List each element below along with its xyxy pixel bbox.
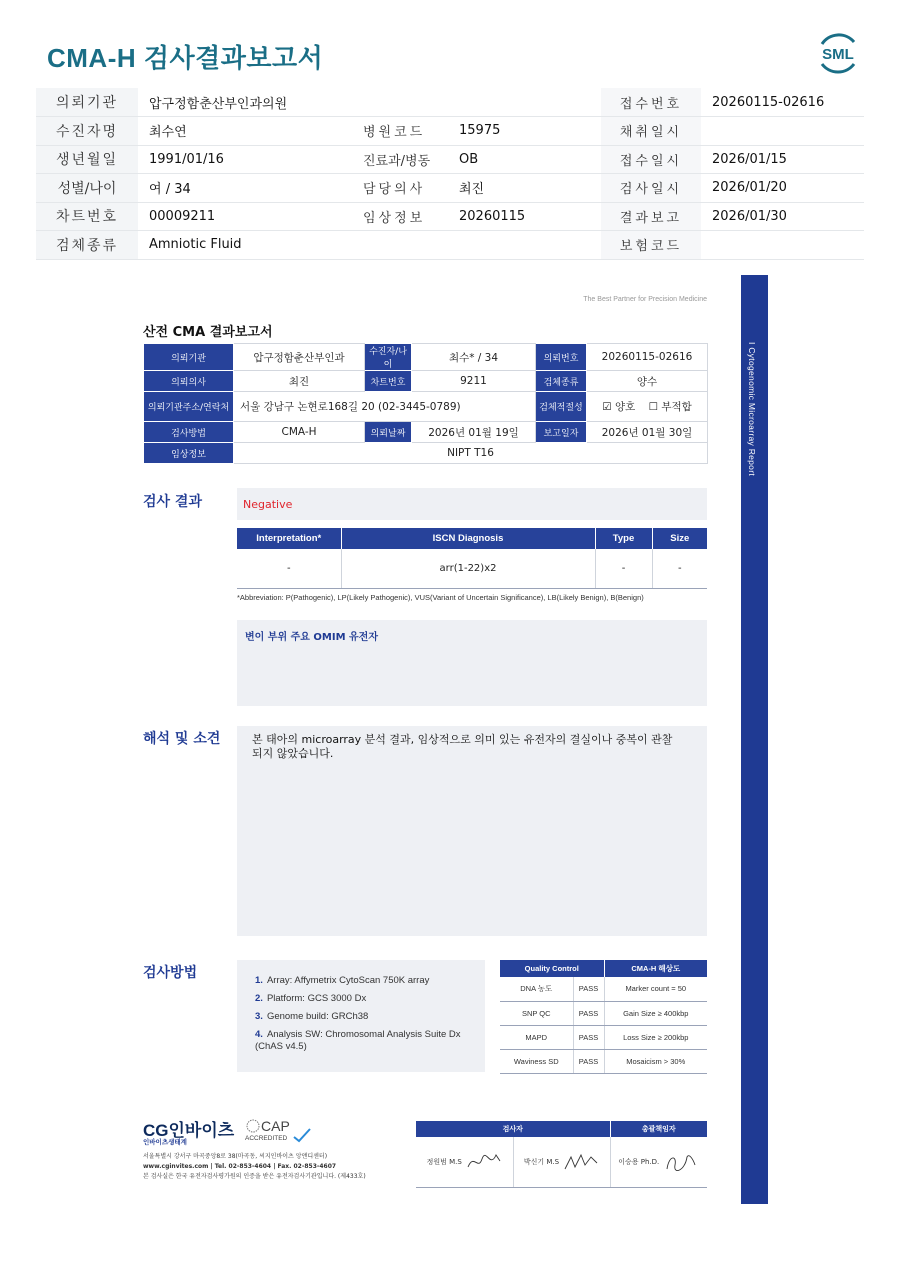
rep-specimen-value: 양수 (587, 371, 708, 392)
info-row (36, 88, 864, 117)
specimen-label: 검체종류 (36, 231, 138, 260)
iscn-cell: - (237, 549, 341, 588)
dept-label: 진료과/병동 (343, 145, 448, 174)
rep-chart-value: 9211 (412, 371, 536, 392)
signature-table (416, 1121, 707, 1188)
tagline: The Best Partner for Precision Medicine (583, 296, 707, 303)
rep-doctor-label: 의뢰의사 (144, 371, 234, 392)
collect-date-label: 채취일시 (601, 117, 701, 146)
rep-rep-date-value: 2026년 01월 30일 (587, 422, 708, 443)
interpretation-section-title: 해석 및 소견 (143, 731, 221, 747)
info-row (36, 174, 864, 203)
clinical-value: 20260115 (448, 202, 601, 231)
receipt-date-label: 접수일시 (601, 145, 701, 174)
sml-logo-icon (814, 30, 862, 76)
rep-req-no-label: 의뢰번호 (536, 344, 587, 371)
qc-cell: PASS (573, 1049, 604, 1073)
receipt-date-value: 2026/01/15 (701, 145, 864, 174)
list-item: 1. Array: Affymetrix CytoScan 750K array (255, 975, 430, 986)
iscn-header: ISCN Diagnosis (341, 528, 595, 549)
qc-cell: Marker count = 50 (604, 977, 707, 1001)
signer-name: 박신기 M.S (523, 1157, 560, 1166)
signature-icon (466, 1151, 502, 1173)
iscn-header: Interpretation* (237, 528, 341, 549)
qc-cell: Mosaicism > 30% (604, 1049, 707, 1073)
table-row (500, 1001, 707, 1025)
table-row (500, 1049, 707, 1073)
qc-cell: DNA 농도 (500, 977, 573, 1001)
rep-adequacy-value (587, 392, 708, 422)
ward-code-label: 병원코드 (343, 117, 448, 146)
rep-clinical-label: 임상정보 (144, 443, 234, 464)
insurance-label: 보험코드 (601, 231, 701, 260)
signer-cell (513, 1137, 610, 1187)
sex-age-value: 여 / 34 (138, 174, 343, 203)
qc-cell: Gain Size ≥ 400kbp (604, 1001, 707, 1025)
qc-cell: PASS (573, 1025, 604, 1049)
collect-date-value (701, 117, 864, 146)
cg-invites-subtitle: 인바이츠생태계 (143, 1138, 187, 1146)
rep-clinical-value: NIPT T16 (234, 443, 708, 464)
qc-cell: Waviness SD (500, 1049, 573, 1073)
list-item: 3. Genome build: GRCh38 (255, 1011, 369, 1022)
report-info-table (143, 343, 708, 464)
dob-value: 1991/01/16 (138, 145, 343, 174)
report-title: 산전 CMA 결과보고서 (143, 325, 273, 340)
cap-accredited-logo-icon (244, 1117, 314, 1149)
method-section-title: 검사방법 (143, 965, 198, 981)
specimen-value: Amniotic Fluid (138, 231, 601, 260)
footer-address: 서울특별시 강서구 마곡중앙8로 38(마곡동, 씨지인바이츠 앙앤디센터) (143, 1153, 328, 1160)
info-row (36, 145, 864, 174)
sml-logo-text: SML (822, 46, 854, 63)
info-row (36, 117, 864, 146)
rep-req-no-value: 20260115-02616 (587, 344, 708, 371)
rep-rep-date-label: 보고일자 (536, 422, 587, 443)
footer-contact (143, 1152, 413, 1182)
iscn-cell: arr(1-22)x2 (341, 549, 595, 588)
table-row (237, 549, 707, 588)
svg-text:ACCREDITED: ACCREDITED (245, 1135, 288, 1142)
rep-doctor-value: 최진 (234, 371, 365, 392)
result-value: Negative (243, 498, 293, 511)
list-item: 4. Analysis SW: Chromosomal Analysis Suite Dx (ChAS v4.5) (255, 1029, 461, 1052)
report-date-label: 결과보고 (601, 202, 701, 231)
qc-table (500, 960, 707, 1074)
report-date-value: 2026/01/30 (701, 202, 864, 231)
patient-info-table (36, 88, 864, 260)
interpretation-text: 본 태아의 microarray 분석 결과, 임상적으로 의미 있는 유전자의 결실이나 중복이 관찰되지 않았습니다. (252, 733, 673, 760)
rep-specimen-label: 검체종류 (536, 371, 587, 392)
test-date-label: 검사일시 (601, 174, 701, 203)
table-row (500, 1025, 707, 1049)
table-row (500, 977, 707, 1001)
adequacy-bad-checkbox: ☐ 부적합 (648, 401, 692, 413)
rep-address-value: 서울 강남구 논현로168길 20 (02-3445-0789) (234, 392, 536, 422)
sig-header: 검사자 (416, 1121, 610, 1137)
info-row (36, 202, 864, 231)
rep-patient-label: 수진자/나이 (365, 344, 412, 371)
patient-label: 수진자명 (36, 117, 138, 146)
qc-header: Quality Control (500, 960, 604, 977)
qc-header: CMA-H 해상도 (604, 960, 707, 977)
rep-address-label: 의뢰기관주소/연락처 (144, 392, 234, 422)
clinical-label: 임상정보 (343, 202, 448, 231)
adequacy-ok-checkbox: ☑ 양호 (602, 401, 636, 413)
rep-patient-value: 최수* / 34 (412, 344, 536, 371)
rep-inst-value: 압구정함춘산부인과 (234, 344, 365, 371)
qc-cell: PASS (573, 977, 604, 1001)
result-box (237, 488, 707, 520)
ward-code-value: 15975 (448, 117, 601, 146)
qc-cell: SNP QC (500, 1001, 573, 1025)
iscn-header: Size (652, 528, 707, 549)
footer-cert: 본 검사실은 한국 유전자검사평가원의 인증을 받은 유전자검사기관입니다. (제433호) (143, 1173, 366, 1180)
omim-title: 변이 부위 주요 OMIM 유전자 (245, 632, 378, 643)
institution-value: 압구정함춘산부인과의원 (138, 88, 601, 117)
signer-name: 이승용 Ph.D. (618, 1157, 660, 1166)
list-item: 2. Platform: GCS 3000 Dx (255, 993, 367, 1004)
test-date-value: 2026/01/20 (701, 174, 864, 203)
footer-contact-line: www.cginvites.com | Tel. 02-853-4604 | Fax. 02-853-4607 (143, 1163, 337, 1170)
rep-adequacy-label: 검체적절성 (536, 392, 587, 422)
iscn-cell: - (595, 549, 652, 588)
signer-name: 정원범 M.S (426, 1157, 462, 1166)
svg-text:CAP: CAP (261, 1118, 290, 1134)
chart-no-value: 00009211 (138, 202, 343, 231)
iscn-header: Type (595, 528, 652, 549)
iscn-table (237, 528, 707, 589)
method-list (255, 975, 475, 1059)
qc-cell: Loss Size ≥ 200kbp (604, 1025, 707, 1049)
abbreviation-note: *Abbreviation: P(Pathogenic), LP(Likely Pathogenic), VUS(Variant of Uncertain Significance), LB(Likely Benign), B(Benign) (237, 593, 644, 602)
document-title: CMA-H 검사결과보고서 (47, 43, 324, 73)
rep-req-date-value: 2026년 01월 19일 (412, 422, 536, 443)
sig-header: 총괄책임자 (610, 1121, 707, 1137)
doctor-value: 최진 (448, 174, 601, 203)
receipt-no-label: 접수번호 (601, 88, 701, 117)
signature-icon (563, 1151, 599, 1173)
side-bar-label: I Cytogenomic Microarray Report (747, 342, 757, 477)
signature-icon (663, 1151, 699, 1173)
qc-cell: PASS (573, 1001, 604, 1025)
patient-value: 최수연 (138, 117, 343, 146)
info-row (36, 231, 864, 260)
rep-chart-label: 차트번호 (365, 371, 412, 392)
dept-value: OB (448, 145, 601, 174)
cg-invites-logo: CG인바이츠 (143, 1121, 235, 1140)
signer-cell (416, 1137, 513, 1187)
iscn-cell: - (652, 549, 707, 588)
doctor-label: 담당의사 (343, 174, 448, 203)
rep-method-label: 검사방법 (144, 422, 234, 443)
insurance-value (701, 231, 864, 260)
result-section-title: 검사 결과 (143, 494, 202, 510)
receipt-no-value: 20260115-02616 (701, 88, 864, 117)
signer-cell (610, 1137, 707, 1187)
dob-label: 생년월일 (36, 145, 138, 174)
chart-no-label: 차트번호 (36, 202, 138, 231)
qc-cell: MAPD (500, 1025, 573, 1049)
rep-inst-label: 의뢰기관 (144, 344, 234, 371)
rep-req-date-label: 의뢰날짜 (365, 422, 412, 443)
institution-label: 의뢰기관 (36, 88, 138, 117)
rep-method-value: CMA-H (234, 422, 365, 443)
sex-age-label: 성별/나이 (36, 174, 138, 203)
